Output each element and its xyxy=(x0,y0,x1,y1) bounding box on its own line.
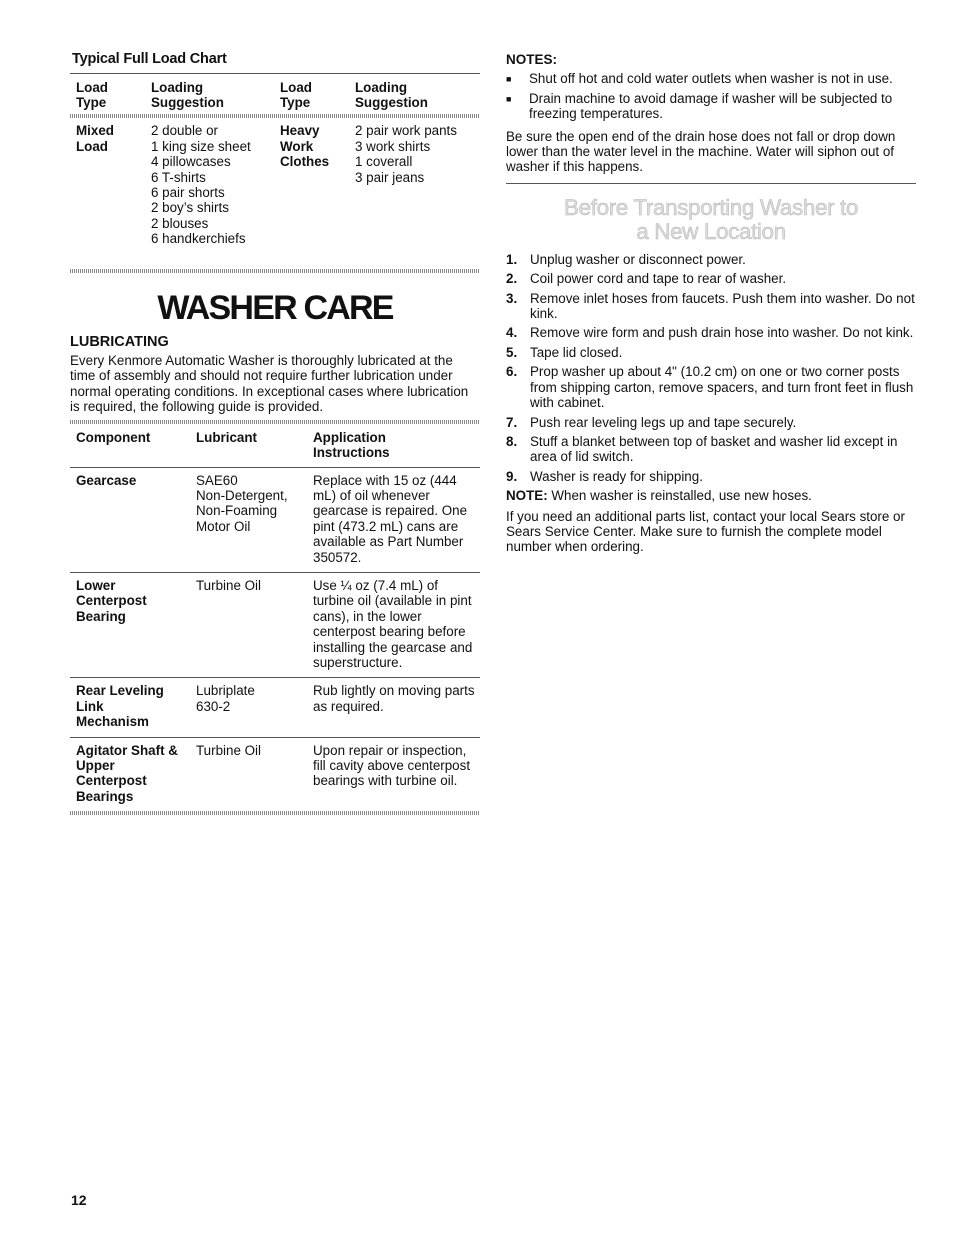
mixed-load-type: Mixed Load xyxy=(76,123,114,154)
step-number: 6. xyxy=(506,364,518,380)
step-number: 4. xyxy=(506,325,518,341)
load-chart-header xyxy=(70,74,480,114)
header-loading-suggestion: Loading Suggestion xyxy=(151,80,224,111)
step-text: Tape lid closed. xyxy=(530,344,623,360)
transport-heading-line1: Before Transporting Washer to xyxy=(564,194,858,220)
right-column xyxy=(506,52,916,555)
load-chart-row xyxy=(70,118,480,268)
step-text: Unplug washer or disconnect power. xyxy=(530,251,746,267)
note-text: Shut off hot and cold water outlets when washer is not in use. xyxy=(529,71,893,87)
instructions-cell: Replace with 15 oz (444 mL) of oil whenever gearcase is repaired. One pint (473.2 mL) cans are available as Part Number 350572. xyxy=(313,472,468,565)
note-text: When washer is reinstalled, use new hoses. xyxy=(547,488,812,504)
list-item xyxy=(506,345,916,360)
component-cell: Lower Centerpost Bearing xyxy=(76,577,147,624)
header-loading-suggestion-2: Loading Suggestion xyxy=(355,80,428,111)
header-lubricant: Lubricant xyxy=(196,429,258,445)
table-row xyxy=(70,573,480,677)
step-text: Remove wire form and push drain hose into washer. Do not kink. xyxy=(530,325,914,341)
step-text: Push rear leveling legs up and tape securely. xyxy=(530,414,797,430)
table-row xyxy=(70,678,480,736)
transport-steps xyxy=(506,252,916,484)
list-item xyxy=(506,364,916,410)
instructions-cell: Use ¼ oz (7.4 mL) of turbine oil (available in pint cans), in the lower centerpost bearing before installing the gearcase and superstructure. xyxy=(313,577,473,670)
list-item xyxy=(506,71,916,87)
list-item xyxy=(506,271,916,286)
lubricant-cell: Turbine Oil xyxy=(196,577,261,593)
instructions-cell: Rub lightly on moving parts as required. xyxy=(313,683,475,714)
divider xyxy=(506,183,916,184)
note-label: NOTE: xyxy=(506,488,548,504)
list-item xyxy=(506,91,916,122)
lubricating-text: Every Kenmore Automatic Washer is thoroughly lubricated at the time of assembly and should not require further lubrication under normal operating conditions. In exceptional cases where lubrication is required, the following guide is provided. xyxy=(70,353,469,415)
page-title: WASHER CARE xyxy=(157,288,393,327)
step-number: 2. xyxy=(506,271,518,287)
transport-heading-line2: a New Location xyxy=(636,218,786,244)
note-text: Drain machine to avoid damage if washer will be subjected to freezing temperatures. xyxy=(529,90,893,122)
transport-heading xyxy=(506,196,916,244)
step-number: 7. xyxy=(506,414,518,430)
lubricating-heading: LUBRICATING xyxy=(70,333,169,350)
header-component: Component xyxy=(76,429,151,445)
heavy-load-suggestion: 2 pair work pants 3 work shirts 1 coverall 3 pair jeans xyxy=(355,123,457,185)
divider xyxy=(70,811,480,815)
load-chart-title: Typical Full Load Chart xyxy=(72,51,227,67)
list-item xyxy=(506,252,916,267)
heavy-load-type: Heavy Work Clothes xyxy=(280,123,330,170)
step-number: 1. xyxy=(506,251,518,267)
lubricant-cell: Turbine Oil xyxy=(196,742,261,758)
list-item xyxy=(506,434,916,465)
header-load-type-2: Load Type xyxy=(280,80,312,111)
step-text: Stuff a blanket between top of basket and washer lid except in area of lid switch. xyxy=(530,433,898,465)
list-item xyxy=(506,415,916,430)
header-instructions: Application Instructions xyxy=(313,429,390,461)
parts-list-paragraph: If you need an additional parts list, contact your local Sears store or Sears Service Center. Make sure to furnish the complete model number when ordering. xyxy=(506,508,905,555)
notes-paragraph: Be sure the open end of the drain hose does not fall or drop down lower than the water level in the machine. Water will siphon out of washer if this happens. xyxy=(506,128,896,175)
table-header xyxy=(70,424,480,467)
component-cell: Rear Leveling Link Mechanism xyxy=(76,683,164,730)
step-text: Coil power cord and tape to rear of washer. xyxy=(530,271,787,287)
mixed-load-suggestion: 2 double or 1 king size sheet 4 pillowcases 6 T-shirts 6 pair shorts 2 boy’s shirts 2 blouses 6 handkerchiefs xyxy=(151,123,251,247)
component-cell: Agitator Shaft & Upper Centerpost Bearings xyxy=(76,742,178,804)
reinstall-note xyxy=(506,488,916,503)
divider xyxy=(70,269,480,273)
notes-heading: NOTES: xyxy=(506,52,558,67)
square-bullet-icon: ■ xyxy=(506,93,512,104)
square-bullet-icon: ■ xyxy=(506,74,512,85)
left-column xyxy=(70,52,480,815)
lubricant-cell: SAE60 Non-Detergent, Non-Foaming Motor Oil xyxy=(196,472,288,534)
table-row xyxy=(70,468,480,572)
step-number: 5. xyxy=(506,344,518,360)
component-cell: Gearcase xyxy=(76,472,137,488)
step-text: Washer is ready for shipping. xyxy=(530,468,703,484)
step-number: 8. xyxy=(506,433,518,449)
instructions-cell: Upon repair or inspection, fill cavity above centerpost bearings with turbine oil. xyxy=(313,742,471,789)
lubricant-cell: Lubriplate 630-2 xyxy=(196,683,255,714)
step-number: 3. xyxy=(506,290,518,306)
step-number: 9. xyxy=(506,468,518,484)
list-item xyxy=(506,325,916,340)
table-row xyxy=(70,738,480,812)
header-load-type: Load Type xyxy=(76,80,108,111)
step-text: Prop washer up about 4" (10.2 cm) on one or two corner posts from shipping carton, remove spacers, and turn front feet in flush with cabinet. xyxy=(530,364,914,411)
list-item xyxy=(506,469,916,484)
list-item xyxy=(506,291,916,322)
lubrication-table xyxy=(70,420,480,816)
page-number: 12 xyxy=(71,1192,87,1208)
step-text: Remove inlet hoses from faucets. Push them into washer. Do not kink. xyxy=(530,290,915,322)
